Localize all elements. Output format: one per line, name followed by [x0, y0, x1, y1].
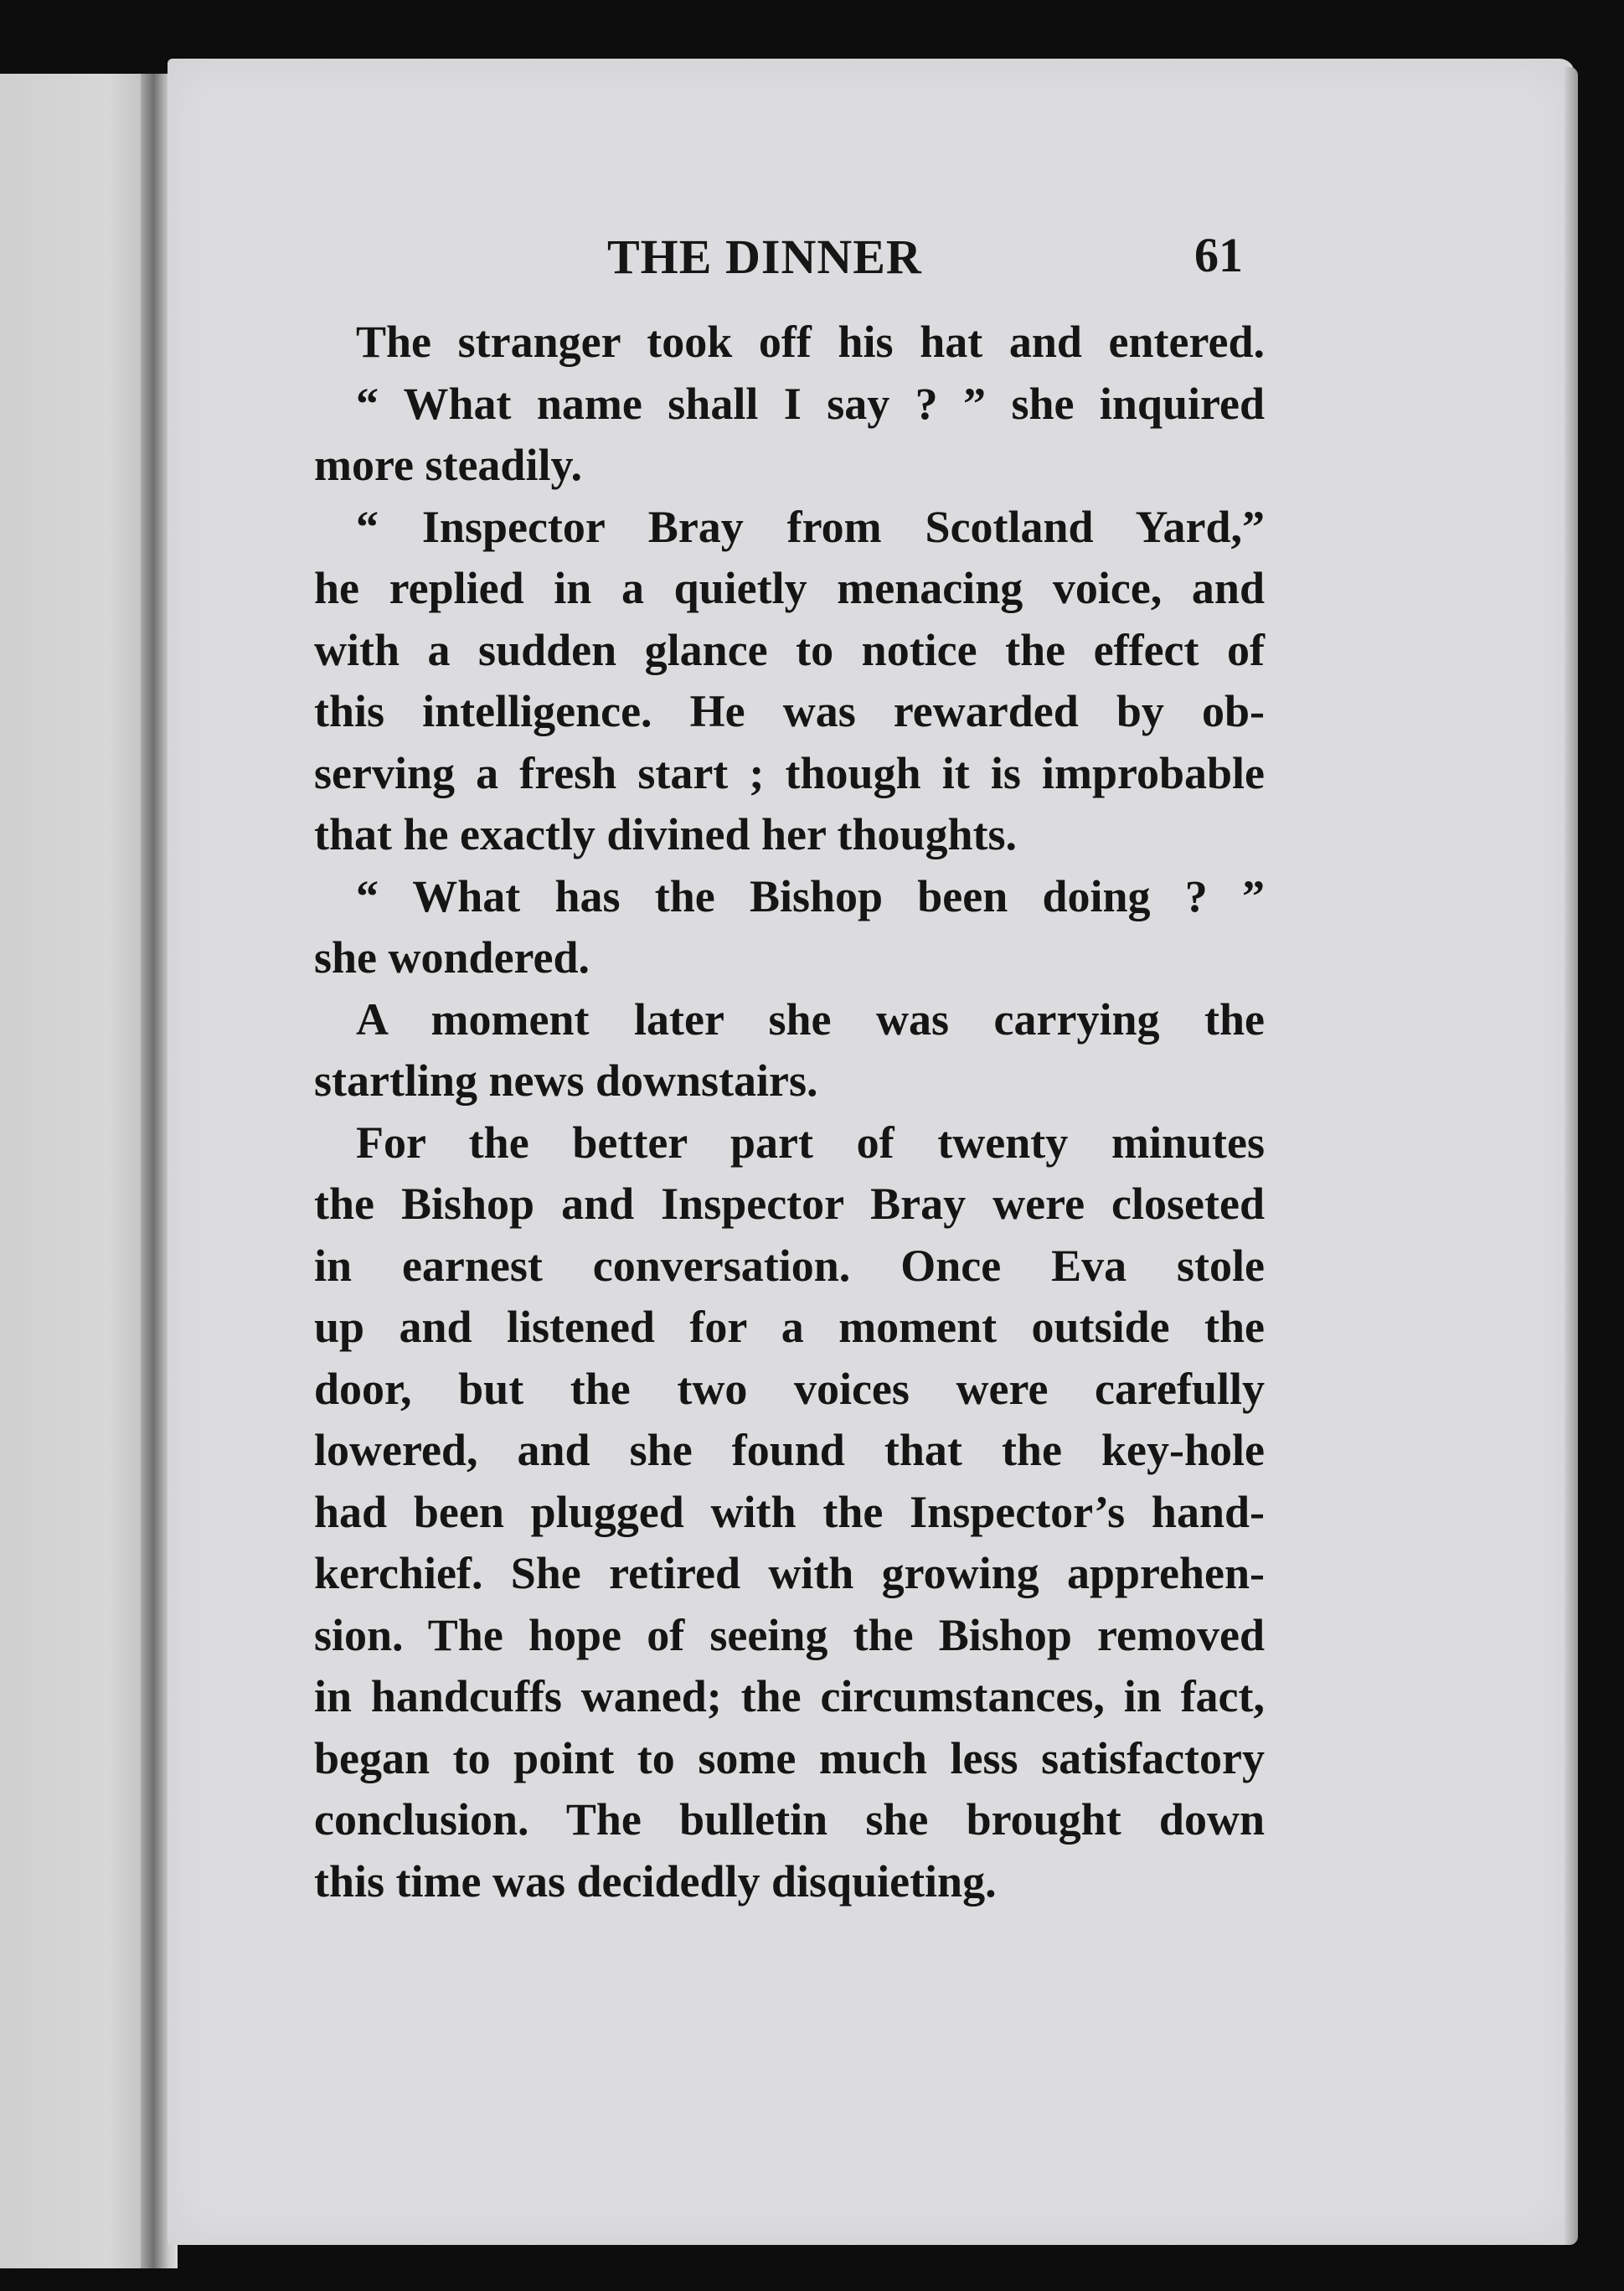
text-line: startling news downstairs. [314, 1055, 818, 1106]
body-text [314, 312, 1265, 1912]
text-line: this time was decidedly disquieting. [314, 1855, 997, 1907]
text-line: began to point to some much less satisfactory [314, 1732, 1265, 1783]
text-line: door, but the two voices were carefully [314, 1363, 1265, 1414]
text-line: “ Inspector Bray from Scotland Yard,” [356, 501, 1265, 552]
text-line: in handcuffs waned; the circumstances, in fact, [314, 1671, 1265, 1721]
page-edge-shadow [1565, 67, 1578, 2245]
text-line: that he exactly divined her thoughts. [314, 809, 1018, 859]
text-line: with a sudden glance to notice the effect of [314, 624, 1265, 675]
text-line: up and listened for a moment outside the [314, 1302, 1265, 1352]
text-line: “ What name shall I say ? ” she inquired [356, 378, 1265, 429]
text-line: more steadily. [314, 440, 582, 490]
text-line: had been plugged with the Inspector’s hand- [314, 1486, 1265, 1537]
text-line: the Bishop and Inspector Bray were closeted [314, 1179, 1265, 1229]
text-line: conclusion. The bulletin she brought down [314, 1794, 1265, 1845]
page-number: 61 [1194, 228, 1243, 282]
text-line: A moment later she was carrying the [356, 993, 1265, 1045]
text-line: sion. The hope of seeing the Bishop removed [314, 1609, 1265, 1660]
text-line: she wondered. [314, 932, 590, 983]
text-line: this intelligence. He was rewarded by ob- [314, 686, 1265, 736]
facing-page-edge [0, 74, 155, 2268]
text-line: he replied in a quietly menacing voice, and [314, 563, 1265, 613]
page-header [0, 214, 1624, 284]
text-line: in earnest conversation. Once Eva stole [314, 1240, 1265, 1291]
text-line: kerchief. She retired with growing apprehen- [314, 1548, 1265, 1598]
text-line: “ What has the Bishop been doing ? ” [356, 870, 1265, 921]
text-line: serving a fresh start ; though it is improbable [314, 747, 1265, 798]
text-line: lowered, and she found that the key-hole [314, 1425, 1265, 1475]
running-head: THE DINNER [607, 230, 922, 284]
text-line: For the better part of twenty minutes [356, 1117, 1265, 1168]
text-line: The stranger took off his hat and entered. [356, 317, 1265, 367]
